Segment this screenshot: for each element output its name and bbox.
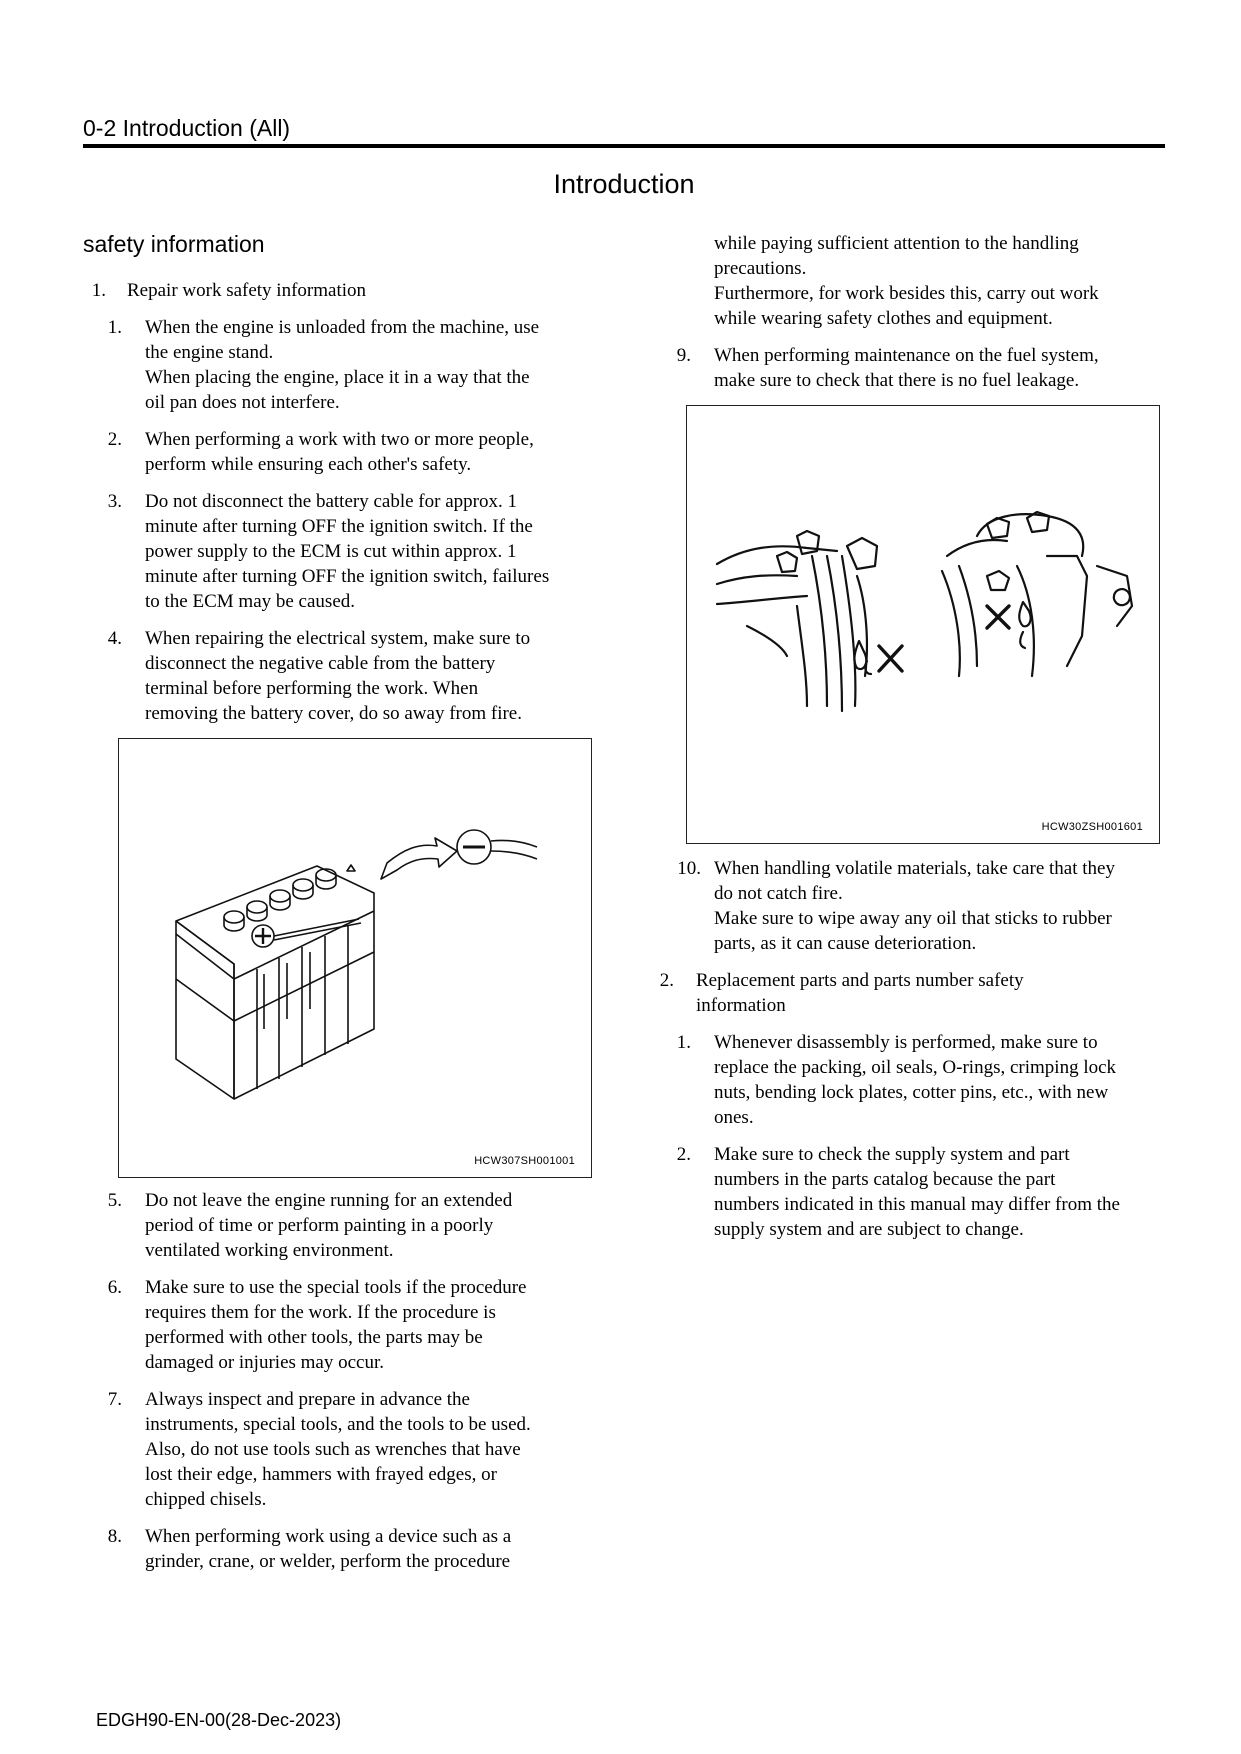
g2-item-2-line-1: Make sure to check the supply system and part (714, 1144, 1070, 1165)
g2-item-1-line-1: Whenever disassembly is performed, make sure to (714, 1032, 1098, 1053)
item-4-number: 4. (107, 628, 122, 649)
item-8-line-1: When performing work using a device such as a (145, 1526, 512, 1547)
item-10-line-1: When handling volatile materials, take care that they (714, 858, 1115, 879)
g2-item-2-line-4: supply system and are subject to change. (714, 1219, 1024, 1240)
item-1-number: 1. (107, 317, 122, 338)
item-8-cont-line-3: Furthermore, for work besides this, carry out work (714, 283, 1099, 304)
page-title: Introduction (553, 169, 695, 199)
item-2-line-1: When performing a work with two or more people, (145, 429, 534, 450)
item-1-line-4: oil pan does not interfere. (145, 392, 340, 413)
g2-item-1-line-2: replace the packing, oil seals, O-rings, crimping lock (714, 1057, 1117, 1078)
item-8-line-2: grinder, crane, or welder, perform the procedure (145, 1551, 511, 1572)
page-footer: EDGH90-EN-00(28-Dec-2023) (96, 1710, 342, 1730)
section-heading: safety information (83, 231, 265, 257)
item-2-number: 2. (107, 429, 122, 450)
g2-item-1-line-3: nuts, bending lock plates, cotter pins, etc., with new (714, 1082, 1109, 1103)
group-2-number: 2. (659, 970, 674, 991)
item-3-line-4: minute after turning OFF the ignition switch, failures (145, 566, 550, 587)
item-5-line-3: ventilated working environment. (145, 1240, 394, 1261)
battery-illustration (119, 739, 591, 1177)
fuel-pipe-illustration (687, 406, 1159, 843)
item-8-cont-line-1: while paying sufficient attention to the handling (714, 233, 1079, 254)
item-4-line-2: disconnect the negative cable from the battery (145, 653, 496, 674)
item-6-line-3: performed with other tools, the parts may be (145, 1327, 483, 1348)
item-9-line-1: When performing maintenance on the fuel system, (714, 345, 1099, 366)
battery-figure (118, 738, 592, 1178)
item-8-cont-line-4: while wearing safety clothes and equipment. (714, 308, 1053, 329)
item-4-line-1: When repairing the electrical system, make sure to (145, 628, 531, 649)
group-1-number: 1. (91, 280, 106, 301)
g2-item-1-number: 1. (676, 1032, 691, 1053)
item-9-number: 9. (676, 345, 691, 366)
item-1-line-3: When placing the engine, place it in a way that the (145, 367, 530, 388)
item-3-number: 3. (107, 491, 122, 512)
group-1-title: Repair work safety information (127, 280, 367, 301)
item-1-line-2: the engine stand. (145, 342, 274, 363)
item-7-line-1: Always inspect and prepare in advance the (145, 1389, 470, 1410)
item-10-line-4: parts, as it can cause deterioration. (714, 933, 977, 954)
item-6-line-4: damaged or injuries may occur. (145, 1352, 385, 1373)
header-rule (83, 144, 1165, 148)
item-10-line-2: do not catch fire. (714, 883, 843, 904)
g2-item-1-line-4: ones. (714, 1107, 754, 1128)
item-6-line-2: requires them for the work. If the procedure is (145, 1302, 496, 1323)
g2-item-2-number: 2. (676, 1144, 691, 1165)
item-3-line-2: minute after turning OFF the ignition switch. If the (145, 516, 533, 537)
fuel-system-figure (686, 405, 1160, 844)
item-8-number: 8. (107, 1526, 122, 1547)
item-7-line-3: Also, do not use tools such as wrenches that have (145, 1439, 521, 1460)
item-9-line-2: make sure to check that there is no fuel leakage. (714, 370, 1080, 391)
item-10-number: 10. (677, 858, 701, 879)
item-7-line-5: chipped chisels. (145, 1489, 267, 1510)
item-3-line-3: power supply to the ECM is cut within approx. 1 (145, 541, 517, 562)
battery-figure-caption: HCW307SH001001 (474, 1155, 575, 1167)
item-6-line-1: Make sure to use the special tools if the procedure (145, 1277, 527, 1298)
group-2-line-1: Replacement parts and parts number safety (696, 970, 1024, 991)
item-4-line-3: terminal before performing the work. When (145, 678, 479, 699)
item-8-cont-line-2: precautions. (714, 258, 807, 279)
fuel-figure-caption: HCW30ZSH001601 (1041, 821, 1143, 833)
item-5-line-1: Do not leave the engine running for an extended (145, 1190, 513, 1211)
item-4-line-4: removing the battery cover, do so away from fire. (145, 703, 522, 724)
item-5-number: 5. (107, 1190, 122, 1211)
item-2-line-2: perform while ensuring each other's safety. (145, 454, 472, 475)
item-7-line-2: instruments, special tools, and the tools to be used. (145, 1414, 531, 1435)
item-10-line-3: Make sure to wipe away any oil that sticks to rubber (714, 908, 1112, 929)
item-6-number: 6. (107, 1277, 122, 1298)
page-header: 0-2 Introduction (All) (83, 115, 291, 141)
group-2-line-2: information (696, 995, 786, 1016)
item-1-line-1: When the engine is unloaded from the machine, use (145, 317, 540, 338)
item-3-line-1: Do not disconnect the battery cable for approx. 1 (145, 491, 517, 512)
g2-item-2-line-2: numbers in the parts catalog because the part (714, 1169, 1056, 1190)
g2-item-2-line-3: numbers indicated in this manual may differ from the (714, 1194, 1120, 1215)
item-7-line-4: lost their edge, hammers with frayed edges, or (145, 1464, 497, 1485)
item-5-line-2: period of time or perform painting in a poorly (145, 1215, 494, 1236)
item-3-line-5: to the ECM may be caused. (145, 591, 356, 612)
item-7-number: 7. (107, 1389, 122, 1410)
